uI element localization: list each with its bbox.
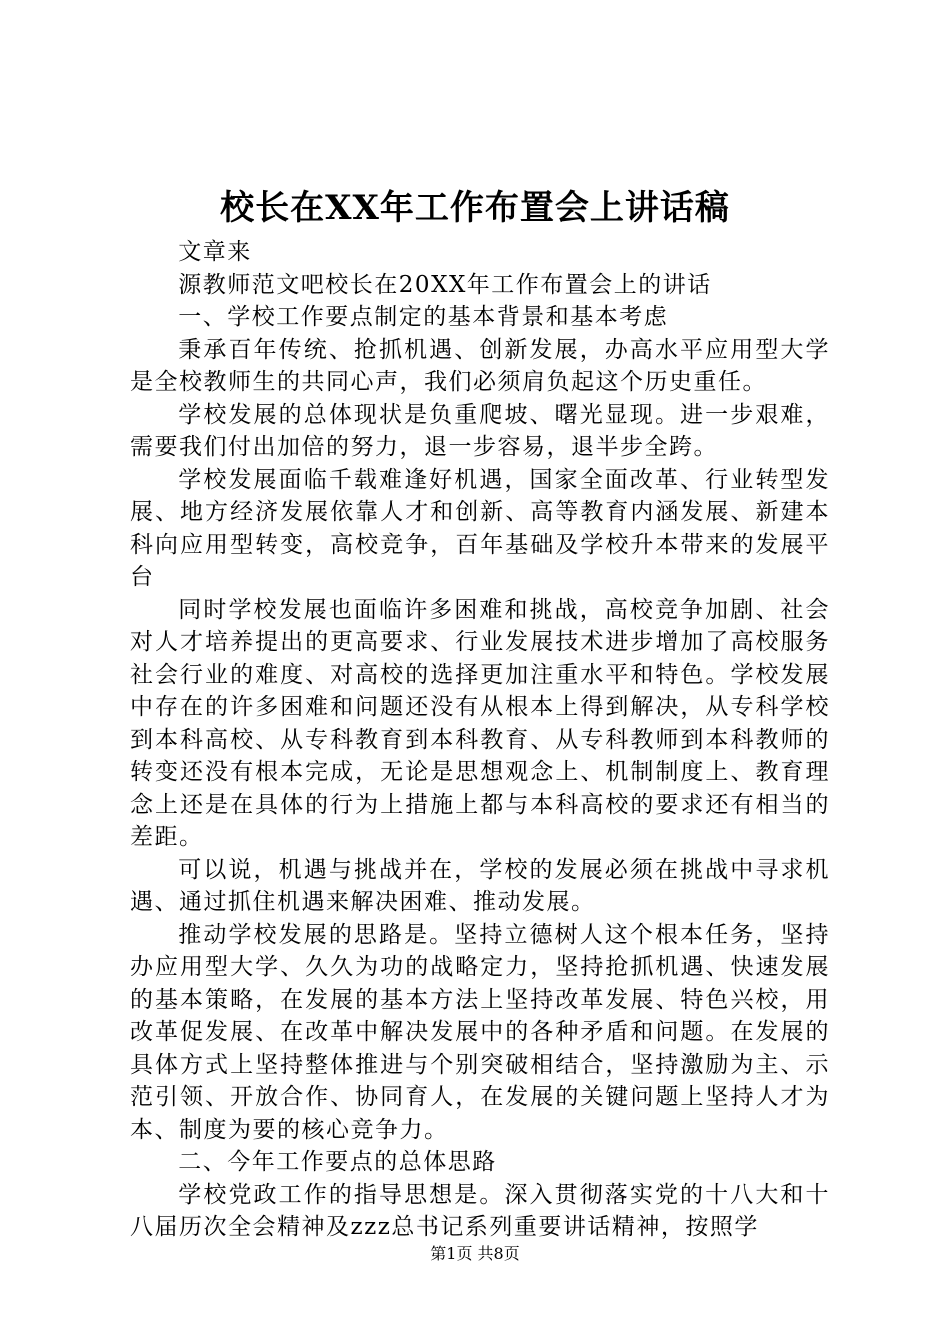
paragraph: 可以说，机遇与挑战并在，学校的发展必须在挑战中寻求机遇、通过抓住机遇来解决困难、推动发展。 bbox=[130, 856, 830, 915]
paragraph: 源教师范文吧校长在20XX年工作布置会上的讲话 bbox=[178, 271, 712, 298]
page-number-footer: 第1页 共8页 bbox=[430, 1244, 520, 1263]
paragraph: 秉承百年传统、抢抓机遇、创新发展，办高水平应用型大学是全校教师生的共同心声，我们必须肩负起这个历史重任。 bbox=[130, 336, 830, 395]
document-title: 校长在XX年工作布置会上讲话稿 bbox=[220, 188, 730, 228]
paragraph: 文章来 bbox=[178, 239, 252, 265]
paragraph: 推动学校发展的思路是。坚持立德树人这个根本任务，坚持办应用型大学、久久为功的战略定力，坚持抢抓机遇、快速发展的基本策略，在发展的基本方法上坚持改革发展、特色兴校，用改革促发展、在改革中解决发展中的各种矛盾和问题。在发展的具体方式上坚持整体推进与个别突破相结合，坚持激励为主、示范引领、开放合作、协同育人，在发展的关键问题上坚持人才为本、制度为要的核心竞争力。 bbox=[130, 921, 830, 1143]
paragraph: 学校发展的总体现状是负重爬坡、曙光显现。进一步艰难，需要我们付出加倍的努力，退一步容易，退半步全跨。 bbox=[130, 401, 830, 460]
section-heading: 二、今年工作要点的总体思路 bbox=[178, 1149, 497, 1175]
document-body bbox=[130, 236, 830, 1244]
paragraph: 学校发展面临千载难逢好机遇，国家全面改革、行业转型发展、地方经济发展依靠人才和创新、高等教育内涵发展、新建本科向应用型转变，高校竞争，百年基础及学校升本带来的发展平台 bbox=[130, 466, 830, 590]
paragraph: 同时学校发展也面临许多困难和挑战，高校竞争加剧、社会对人才培养提出的更高要求、行业发展技术进步增加了高校服务社会行业的难度、对高校的选择更加注重水平和特色。学校发展中存在的许多困难和问题还没有从根本上得到解决，从专科学校到本科高校、从专科教育到本科教育、从专科教师到本科教师的转变还没有根本完成，无论是思想观念上、机制制度上、教育理念上还是在具体的行为上措施上都与本科高校的要求还有相当的差距。 bbox=[130, 596, 830, 850]
section-heading: 一、学校工作要点制定的基本背景和基本考虑 bbox=[178, 304, 669, 330]
paragraph: 学校党政工作的指导思想是。深入贯彻落实党的十八大和十八届历次全会精神及zzz总书记系列重要讲话精神，按照学 bbox=[130, 1181, 830, 1240]
